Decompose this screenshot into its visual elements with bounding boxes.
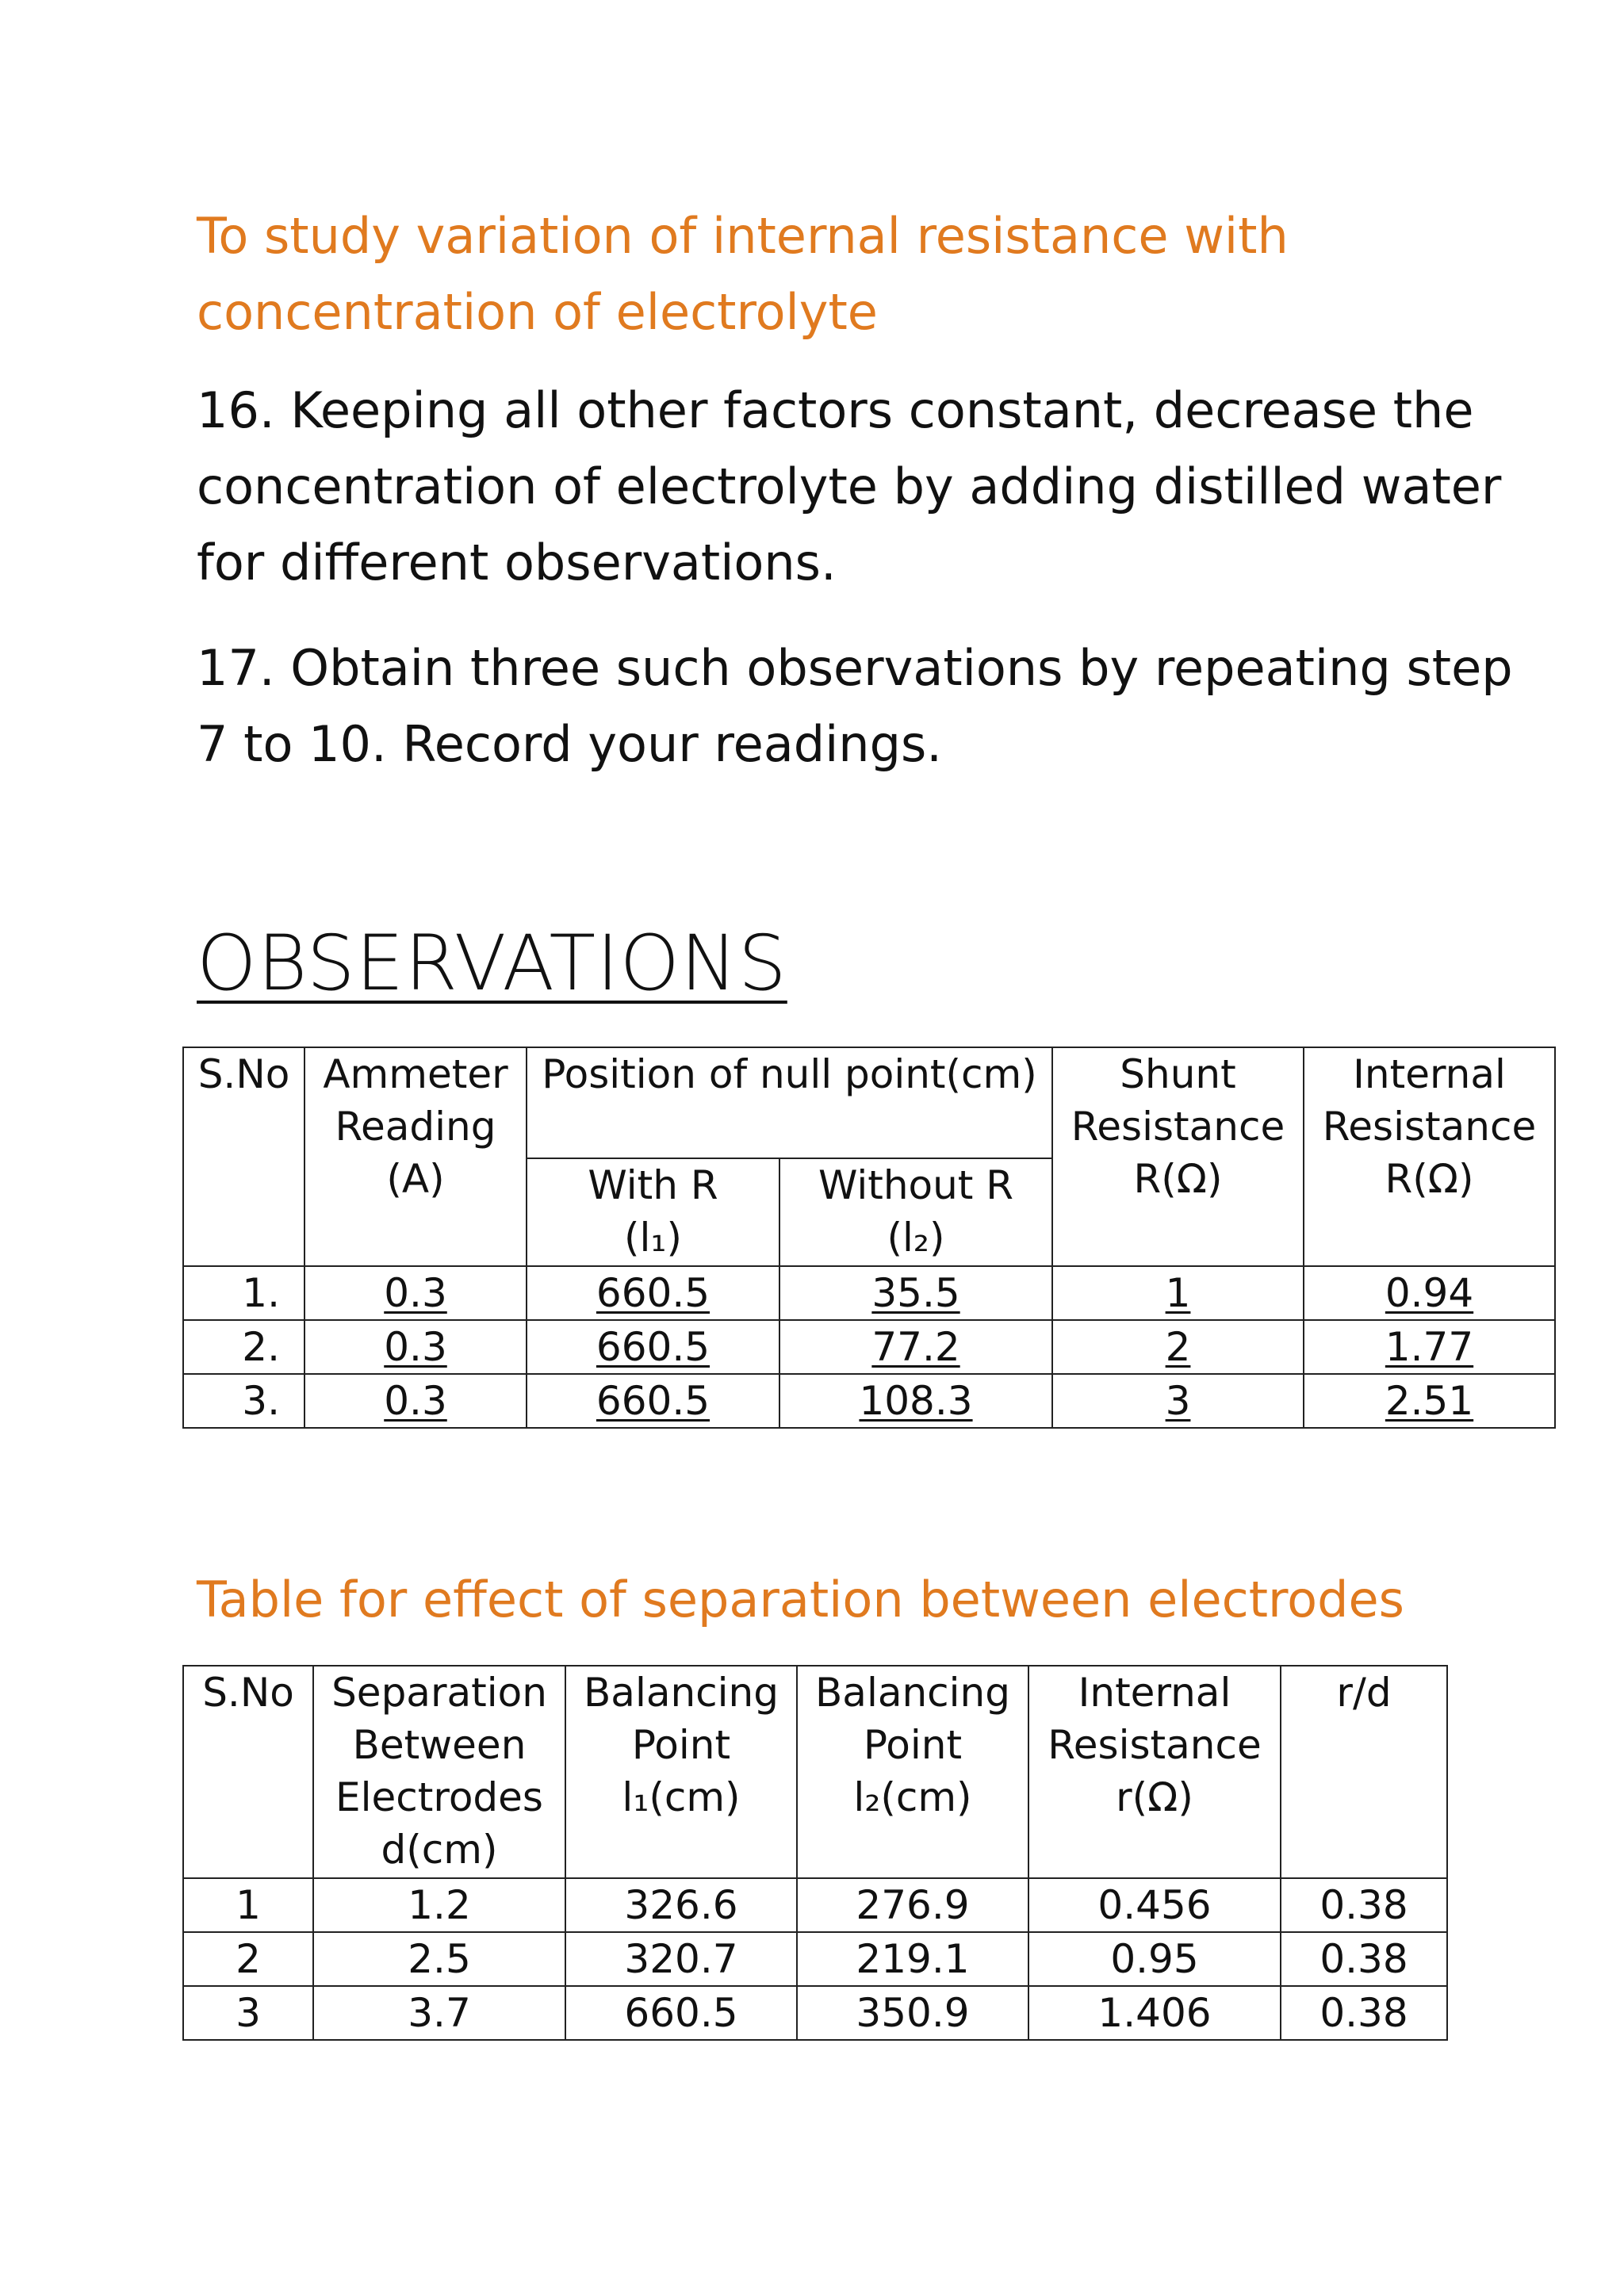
header-balancing-l2: Balancing Point l₂(cm) [797,1666,1028,1878]
cell-without-r: 35.5 [871,1270,960,1316]
cell-sno: 1. [183,1266,304,1320]
observations-table [182,1047,1556,1429]
cell-sno: 3 [183,1986,313,2040]
cell-ammeter: 0.3 [384,1270,447,1316]
table-row [183,1374,1555,1428]
cell-internal-resistance: 1.406 [1028,1986,1281,2040]
cell-ammeter: 0.3 [384,1378,447,1424]
header-null-point: Position of null point(cm) [527,1047,1052,1158]
cell-shunt: 1 [1165,1270,1191,1316]
header-sno: S.No [183,1047,304,1266]
cell-sno: 3. [183,1374,304,1428]
section-heading-separation: Table for effect of separation between electrodes [197,1571,1404,1628]
cell-r-over-d: 0.38 [1281,1932,1447,1986]
header-sno: S.No [183,1666,313,1878]
separation-table [182,1665,1448,2041]
cell-with-r: 660.5 [596,1324,710,1370]
cell-internal: 0.94 [1385,1270,1474,1316]
cell-l2: 219.1 [797,1932,1028,1986]
cell-separation: 2.5 [313,1932,565,1986]
cell-without-r: 77.2 [871,1324,960,1370]
observations-title: OBSERVATIONS [197,919,787,1008]
header-shunt: Shunt Resistance R(Ω) [1052,1047,1304,1266]
cell-with-r: 660.5 [596,1378,710,1424]
cell-l1: 320.7 [565,1932,797,1986]
section-heading-concentration: To study variation of internal resistance with concentration of electrolyte [197,207,1289,341]
cell-with-r: 660.5 [596,1270,710,1316]
header-with-r: With R (l₁) [527,1158,779,1266]
cell-r-over-d: 0.38 [1281,1986,1447,2040]
cell-sno: 1 [183,1878,313,1932]
cell-sno: 2. [183,1320,304,1374]
header-without-r: Without R (l₂) [779,1158,1052,1266]
cell-l2: 276.9 [797,1878,1028,1932]
cell-separation: 1.2 [313,1878,565,1932]
cell-ammeter: 0.3 [384,1324,447,1370]
cell-internal-resistance: 0.95 [1028,1932,1281,1986]
cell-sno: 2 [183,1932,313,1986]
cell-r-over-d: 0.38 [1281,1878,1447,1932]
header-balancing-l1: Balancing Point l₁(cm) [565,1666,797,1878]
header-r-over-d: r/d [1281,1666,1447,1878]
header-ammeter: Ammeter Reading (A) [304,1047,527,1266]
header-internal-resistance: Internal Resistance r(Ω) [1028,1666,1281,1878]
header-separation: Separation Between Electrodes d(cm) [313,1666,565,1878]
cell-l1: 660.5 [565,1986,797,2040]
table-row [183,1320,1555,1374]
cell-internal: 1.77 [1385,1324,1474,1370]
cell-separation: 3.7 [313,1986,565,2040]
cell-l2: 350.9 [797,1986,1028,2040]
table-row [183,1878,1447,1932]
step-16-text: 16. Keeping all other factors constant, decrease the concentration of electrolyte by adding distilled water for different observations. [197,381,1502,591]
cell-internal: 2.51 [1385,1378,1474,1424]
step-17-text: 17. Obtain three such observations by repeating step 7 to 10. Record your readings. [197,639,1513,773]
table-row [183,1986,1447,2040]
table-row [183,1932,1447,1986]
cell-without-r: 108.3 [859,1378,973,1424]
table-row [183,1266,1555,1320]
cell-internal-resistance: 0.456 [1028,1878,1281,1932]
header-internal: Internal Resistance R(Ω) [1304,1047,1555,1266]
cell-shunt: 2 [1165,1324,1191,1370]
cell-l1: 326.6 [565,1878,797,1932]
cell-shunt: 3 [1165,1378,1191,1424]
